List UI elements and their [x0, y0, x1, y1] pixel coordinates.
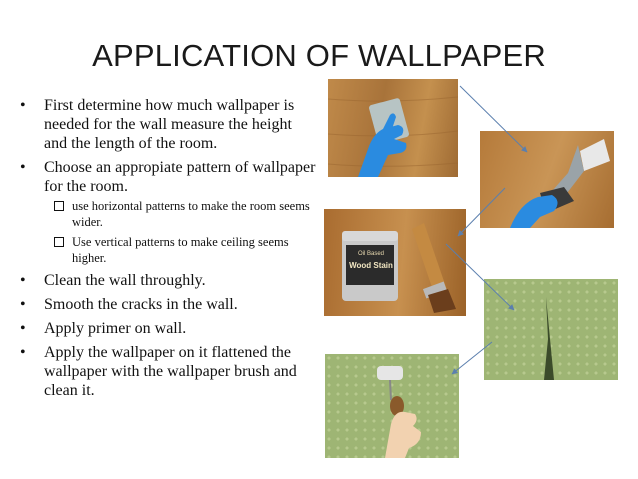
- bullet-item: • Choose an appropiate pattern of wallpaper for the room. use horizontal patterns to make the room seems wider. Use vertical patterns to make ceiling seems higher.: [18, 158, 318, 266]
- bullet-dot-icon: •: [20, 296, 26, 313]
- arrow-scrape-to-stain: [458, 188, 505, 236]
- bullet-dot-icon: •: [20, 320, 26, 337]
- bullet-dot-icon: •: [20, 159, 26, 176]
- bullet-dot-icon: •: [20, 344, 26, 361]
- bullet-item: • Clean the wall throughly.: [20, 272, 206, 289]
- bullet-dot-icon: •: [20, 97, 26, 114]
- arrow-crack-to-primer: [452, 342, 492, 374]
- sub-bullet-item: use horizontal patterns to make the room seems wider.: [44, 198, 318, 230]
- arrow-stain-to-crack: [446, 244, 514, 310]
- bullet-item: • Smooth the cracks in the wall.: [20, 296, 238, 313]
- stain-can-brand: Oil Based: [357, 251, 384, 257]
- bullet-item: • First determine how much wallpaper is needed for the wall measure the height and the length of the room.: [20, 97, 295, 152]
- bullet-item: • Apply the wallpaper on it flattened the wallpaper with the wallpaper brush and clean it.: [20, 344, 297, 399]
- sub-bullet-item: Use vertical patterns to make ceiling seems higher.: [44, 234, 318, 266]
- bullet-dot-icon: •: [20, 272, 26, 289]
- arrow-sand-to-scrape: [460, 86, 527, 152]
- stain-can-label: Wood Stain: [349, 261, 393, 270]
- slide-title: APPLICATION OF WALLPAPER: [92, 38, 546, 73]
- bullet-item: • Apply primer on wall.: [20, 320, 187, 337]
